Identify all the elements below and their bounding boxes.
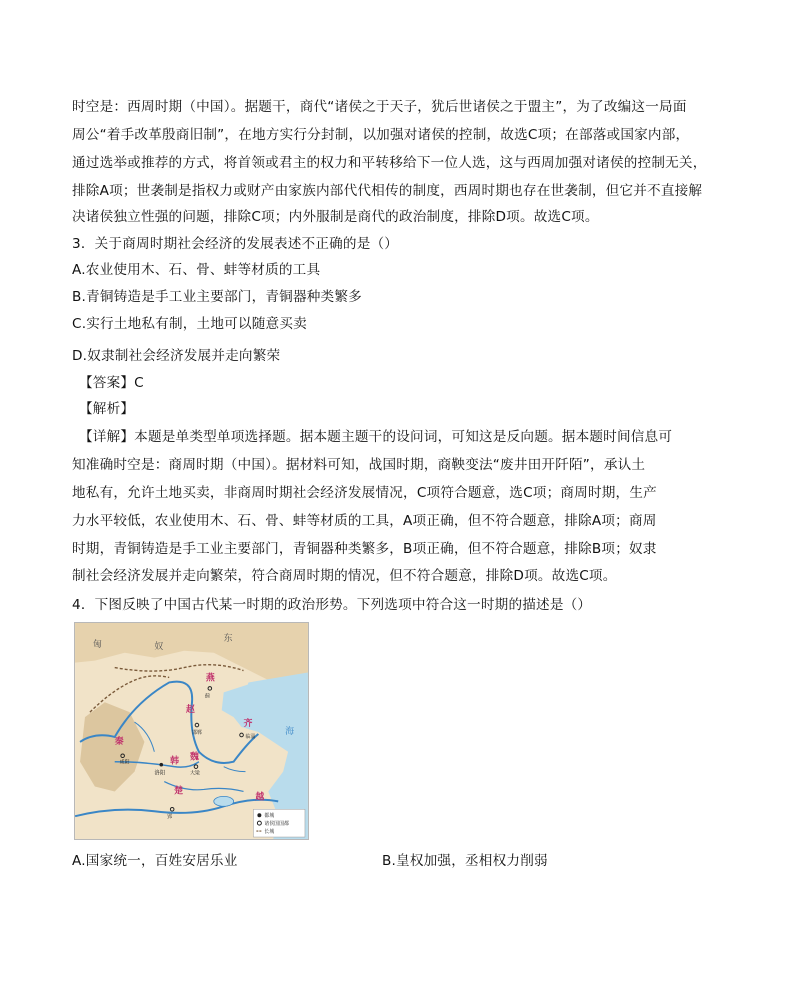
question-3-option-d: D.奴隶制社会经济发展并走向繁荣: [72, 348, 281, 364]
warring-states-map: [74, 622, 309, 840]
map-legend-capital-label: 都城: [264, 813, 275, 820]
detail-line-6: 制社会经济发展并走向繁荣，符合商周时期的情况，但不符合题意，排除D项。故选C项。: [72, 568, 617, 584]
map-city-luoyang-marker: [159, 763, 163, 767]
question-4-stem: 4．下图反映了中国古代某一时期的政治形势。下列选项中符合这一时期的描述是（）: [72, 597, 592, 613]
paragraph-line-2: 周公“着手改革殷商旧制”，在地方实行分封制，以加强对诸侯的控制，故选C项；在部落或国家内部，: [72, 127, 690, 143]
map-label-qi: 齐: [243, 719, 253, 730]
map-label-sea: 海: [285, 726, 295, 737]
map-label-yue: 越: [255, 792, 265, 803]
analysis-tag: 【解析】: [79, 401, 135, 417]
map-label-zhao: 赵: [186, 705, 195, 716]
detail-line-3: 地私有，允许土地买卖，非商周时期社会经济发展情况，C项符合题意，选C项；商周时期，生产: [72, 485, 657, 501]
map-legend-wall-label: 长城: [264, 829, 275, 836]
map-label-xianyang: 咸阳: [119, 759, 130, 766]
map-label-xiongnu-1: 匈: [92, 639, 102, 650]
paragraph-line-5: 决诸侯独立性强的问题，排除C项；内外服制是商代的政治制度，排除D项。故选C项。: [72, 209, 599, 225]
map-label-linzi: 临淄: [245, 733, 256, 740]
answer-tag: 【答案】C: [79, 375, 144, 391]
detail-line-2: 知准确时空是：商周时期（中国）。据材料可知，战国时期，商鞅变法“废井田开阡陌”，承认土: [72, 457, 646, 473]
question-3-stem: 3．关于商周时期社会经济的发展表述不正确的是（）: [72, 236, 399, 252]
map-label-ying: 郢: [167, 814, 173, 821]
map-label-daliang: 大梁: [190, 770, 200, 777]
map-lake: [214, 796, 234, 806]
paragraph-line-4: 排除A项；世袭制是指权力或财产由家族内部代代相传的制度，西周时期也存在世袭制，但它并不直接解: [72, 183, 703, 199]
paragraph-line-3: 通过选举或推荐的方式，将首领或君主的权力和平转移给下一位人选，这与西周加强对诸侯的控制无关，: [72, 155, 707, 171]
question-4-option-a: A.国家统一，百姓安居乐业: [72, 853, 238, 869]
map-label-chu: 楚: [174, 786, 184, 797]
detail-line-1: 【详解】本题是单类型单项选择题。据本题主题干的设问词，可知这是反向题。据本题时间信息可: [79, 429, 673, 445]
detail-line-5: 时期，青铜铸造是手工业主要部门，青铜器种类繁多，B项正确，但不符合题意，排除B项；奴隶: [72, 541, 657, 557]
question-3-option-b: B.青铜铸造是手工业主要部门，青铜器种类繁多: [72, 289, 362, 305]
map-label-handan: 邯郸: [191, 729, 202, 736]
map-label-han: 韩: [170, 756, 180, 767]
map-label-east: 东: [223, 633, 233, 644]
detail-line-4: 力水平较低，农业使用木、石、骨、蚌等材质的工具，A项正确，但不符合题意，排除A项；商周: [72, 513, 657, 529]
question-4-option-b: B.皇权加强，丞相权力削弱: [382, 853, 548, 869]
question-3-option-c: C.实行土地私有制，土地可以随意买卖: [72, 316, 307, 332]
map-legend-state-label: 诸侯国国都: [264, 821, 290, 828]
map-label-luoyang: 洛阳: [154, 770, 166, 777]
map-label-xiongnu-2: 奴: [154, 641, 164, 652]
map-label-yan: 燕: [205, 673, 215, 684]
map-label-wei: 魏: [190, 752, 199, 763]
paragraph-line-1: 时空是：西周时期（中国）。据题干，商代“诸侯之于天子，犹后世诸侯之于盟主”，为了改编这一局面: [72, 99, 687, 115]
map-label-jicheng: 蓟: [204, 693, 210, 700]
map-label-qin: 秦: [114, 736, 124, 747]
question-3-option-a: A.农业使用木、石、骨、蚌等材质的工具: [72, 262, 321, 278]
map-legend-capital-symbol: [257, 813, 261, 817]
